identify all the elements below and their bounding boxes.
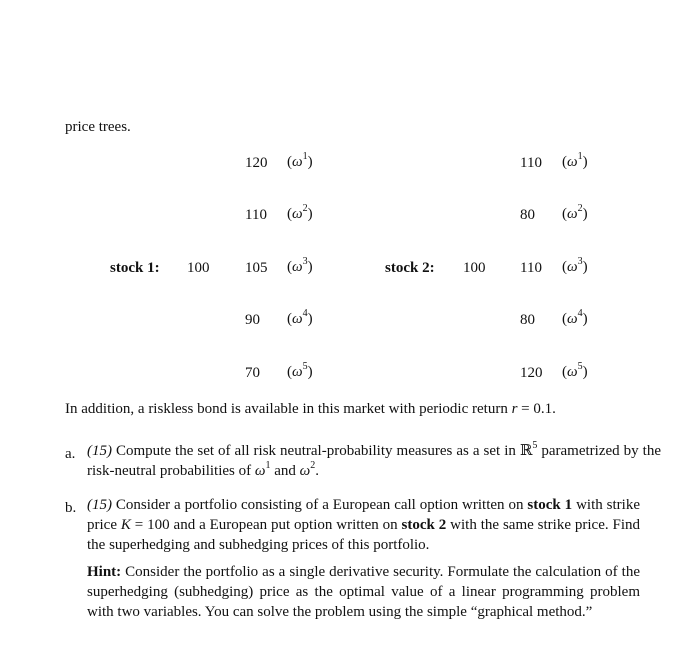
omega-symbol: ω bbox=[567, 364, 578, 380]
part-a-points: (15) bbox=[87, 443, 112, 459]
omega-symbol: ω bbox=[292, 206, 303, 222]
stock2-initial-price: 100 bbox=[463, 260, 486, 276]
stock1-state-3: $(\omega^3)$ bbox=[287, 256, 313, 275]
stock2-state-5: $(\omega^5)$ bbox=[562, 361, 588, 380]
omega-symbol: ω bbox=[567, 206, 578, 222]
part-b-points: (15) bbox=[87, 497, 112, 513]
stock1-initial-price: 100 bbox=[187, 260, 210, 276]
omega-symbol: ω bbox=[567, 259, 578, 275]
real-set-symbol: ℝ bbox=[519, 443, 533, 459]
stock2-price-5: 120 bbox=[520, 365, 543, 381]
stock2-state-2: $(\omega^2)$ bbox=[562, 203, 588, 222]
omega-symbol: ω bbox=[292, 259, 303, 275]
omega-symbol: ω bbox=[567, 311, 578, 327]
r-value: 0.1 bbox=[533, 401, 553, 417]
stock1-price-1: 120 bbox=[245, 155, 268, 171]
r-variable: r bbox=[511, 401, 518, 417]
hint-label: Hint: bbox=[87, 564, 122, 580]
hint-text: Hint: Consider the portfolio as a single derivative security. Formulate the calculation of the superhedging (subhedging) price as the optimal value of a linear programming problem with two variables. You can solve the problem using the simple “graphical method.” bbox=[87, 564, 640, 620]
bond-sentence: In addition, a riskless bond is available in this market with periodic return r = 0.1. bbox=[65, 401, 556, 417]
stock1-price-4: 90 bbox=[245, 312, 260, 328]
stock2-state-1: $(\omega^1)$ bbox=[562, 151, 588, 170]
part-b-label: b. bbox=[65, 500, 77, 516]
stock1-price-5: 70 bbox=[245, 365, 260, 381]
omega-symbol: ω bbox=[292, 364, 303, 380]
omega-symbol: ω bbox=[292, 311, 303, 327]
stock2-state-3: $(\omega^3)$ bbox=[562, 256, 588, 275]
stock1-price-3: 105 bbox=[245, 260, 268, 276]
stock2-price-4: 80 bbox=[520, 312, 535, 328]
stock1-label: stock 1: bbox=[110, 260, 160, 276]
stock1-state-1: $(\omega^1)$ bbox=[287, 151, 313, 170]
part-a-text: (15) Compute the set of all risk neutral-probability measures as a set in ℝ$^5$ parametrized by the risk-neutral probabilities of $\omega^1$ and $\omega^2$. bbox=[87, 440, 662, 479]
stock2-state-4: $(\omega^4)$ bbox=[562, 308, 588, 327]
omega-symbol: ω bbox=[567, 154, 578, 170]
stock2-label: stock 2: bbox=[385, 260, 435, 276]
stock1-state-2: $(\omega^2)$ bbox=[287, 203, 313, 222]
stock1-state-4: $(\omega^4)$ bbox=[287, 308, 313, 327]
stock2-price-2: 80 bbox=[520, 207, 535, 223]
part-b-text: (15) Consider a portfolio consisting of a European call option written on stock 1 with strike price K = 100 and a European put option written on stock 2 with the same strike price. Find the superhedging and subhedging prices of this portfolio. bbox=[87, 497, 640, 553]
part-a-label: a. bbox=[65, 446, 76, 462]
stock1-price-2: 110 bbox=[245, 207, 267, 223]
omega-symbol: ω bbox=[292, 154, 303, 170]
stock2-price-3: 110 bbox=[520, 260, 542, 276]
intro-text: price trees. bbox=[65, 119, 131, 135]
stock2-price-1: 110 bbox=[520, 155, 542, 171]
stock1-state-5: $(\omega^5)$ bbox=[287, 361, 313, 380]
